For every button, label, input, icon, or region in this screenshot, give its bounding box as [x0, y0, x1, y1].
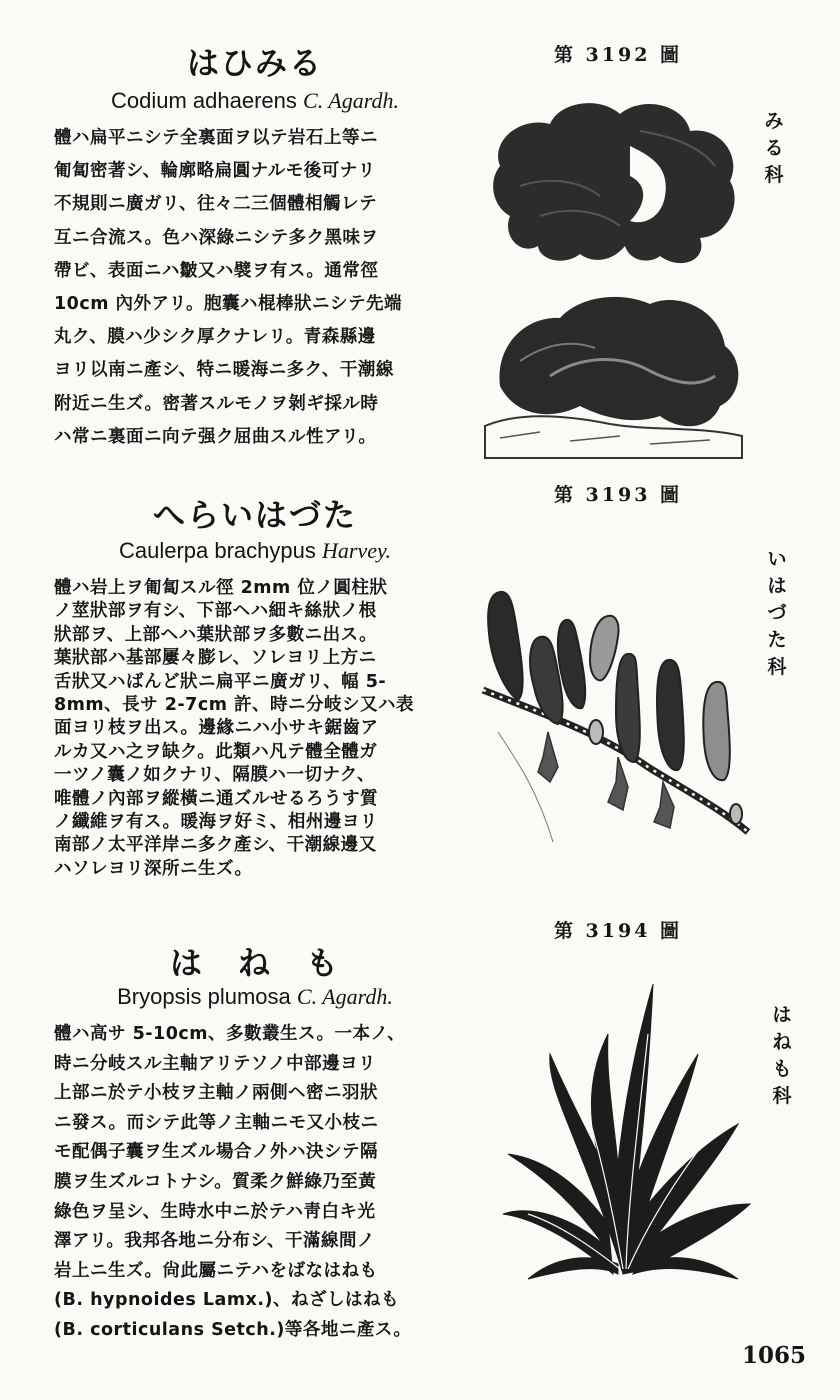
body-text-line: ハ常ニ裏面ニ向テ强ク屈曲スル性アリ。 — [54, 426, 377, 447]
body-text-line: 澤アリ。我邦各地ニ分布シ、干滿線間ノ — [54, 1231, 376, 1252]
body-text-line: 一ツノ囊ノ如クナリ、隔膜ハ一切ナク、 — [54, 765, 376, 786]
body-text-line: 面ヨリ枝ヲ出ス。邊緣ニハ小サキ鋸齒ア — [54, 718, 379, 739]
body-text-line: 匍匐密著シ、輪廓略扁圓ナルモ後可ナリ — [54, 161, 376, 182]
body-text-line: 體ハ高サ 5-10cm、多數叢生ス。一本ノ、 — [54, 1024, 406, 1044]
family-label: は ね も 科 — [772, 1004, 792, 1107]
body-text-line: 帶ビ、表面ニハ皺又ハ襞ヲ有ス。通常徑 — [54, 260, 379, 281]
body-text-line: 狀部ヲ、上部ヘハ葉狀部ヲ多數ニ出ス。 — [54, 624, 378, 645]
body-text-line: 體ハ岩上ヲ匍匐スル徑 2mm 位ノ圓柱狀 — [54, 578, 388, 598]
body-text-line: 時ニ分岐スル主軸アリテソノ中部邊ヨリ — [54, 1053, 377, 1074]
body-text-line: 唯體ノ內部ヲ縱橫ニ通ズルせるろうす質 — [54, 788, 378, 809]
body-text-line: 8mm、長サ 2-7cm 許、時ニ分岐シ又ハ表 — [54, 695, 415, 715]
figure-number: 第 3192 圖 — [553, 44, 683, 66]
figure-number: 第 3194 圖 — [553, 920, 683, 942]
author-name: C. Agardh. — [303, 88, 399, 113]
bryopsis-illustration — [488, 974, 758, 1294]
body-text-line: 丸ク、膜ハ少シク厚クナレリ。青森縣邊 — [54, 327, 376, 348]
body-text-line: 葉狀部ハ基部屢々膨レ、ソレヨリ上方ニ — [54, 648, 377, 669]
body-text-line: ニ發ス。而シテ此等ノ主軸ニモ又小枝ニ — [54, 1112, 379, 1133]
entry-title: へらいはづた — [152, 496, 357, 534]
codium-illustration — [480, 86, 750, 466]
genus-species: Caulerpa brachypus — [118, 538, 316, 563]
caulerpa-illustration — [478, 582, 753, 862]
family-label: い は づ た 科 — [767, 548, 787, 678]
body-text-line: 南部ノ太平洋岸ニ多ク產シ、干潮線邊又 — [54, 835, 377, 856]
body-text-line: 膜ヲ生ズルコトナシ。質柔ク鮮綠乃至黃 — [54, 1172, 377, 1192]
scientific-name — [40, 984, 470, 1010]
body-text-line: 附近ニ生ズ。密著スルモノヲ剝ギ採ル時 — [54, 393, 379, 414]
body-text-line: 10cm 內外アリ。胞囊ハ棍棒狀ニシテ先端 — [54, 294, 402, 314]
scientific-name — [40, 88, 470, 114]
body-text-line: ハソレヨリ深所ニ生ズ。 — [54, 858, 253, 879]
genus-species: Codium adhaerens — [111, 88, 297, 113]
body-text-line: ヨリ以南ニ產シ、特ニ暖海ニ多ク、干潮線 — [54, 360, 394, 381]
family-label: み る 科 — [764, 110, 784, 186]
body-text-line: ルカ又ハ之ヲ缺ク。此類ハ凡テ體全體ガ — [54, 741, 378, 762]
entry-title: は ね も — [169, 944, 340, 982]
body-text-line: 體ハ扁平ニシテ全裏面ヲ以テ岩石上等ニ — [54, 128, 378, 148]
bryopsis-tuft — [503, 984, 750, 1279]
body-text-line: 岩上ニ生ズ。尙此屬ニテハをばなはねも — [54, 1260, 378, 1281]
body-text-line: 舌狀又ハばんど狀ニ扁平ニ廣ガリ、幅 5- — [54, 671, 387, 692]
body-text-line: ノ莖狀部ヲ有シ、下部ヘハ細キ絲狀ノ根 — [54, 601, 377, 622]
body-text-line: (B. hypnoides Lamx.)、ねざしはねも — [54, 1290, 399, 1311]
body-text-line: (B. corticulans Setch.)等各地ニ產ス。 — [54, 1320, 412, 1340]
body-text-line: 上部ニ於テ小枝ヲ主軸ノ兩側ヘ密ニ羽狀 — [54, 1083, 378, 1104]
caulerpa-rhizoids — [538, 732, 674, 828]
page-number: 1065 — [742, 1342, 807, 1369]
body-text-line: 綠色ヲ呈シ、生時水中ニ於テハ靑白キ光 — [54, 1201, 376, 1222]
author-name: Harvey. — [322, 538, 392, 563]
scientific-name — [40, 538, 470, 564]
author-name: C. Agardh. — [296, 984, 393, 1009]
body-text-line: ノ纖維ヲ有ス。暖海ヲ好ミ、相州邊ヨリ — [54, 812, 378, 832]
genus-species: Bryopsis plumosa — [117, 984, 291, 1009]
body-text-line: 互ニ合流ス。色ハ深綠ニシテ多ク黑味ヲ — [54, 227, 379, 248]
body-text-line: 不規則ニ廣ガリ、往々二三個體相觸レテ — [54, 194, 378, 215]
figure-number: 第 3193 圖 — [553, 484, 683, 506]
entry-title: はひみる — [186, 44, 323, 82]
body-text-line: モ配偶子囊ヲ生ズル場合ノ外ハ決シテ隔 — [54, 1142, 378, 1163]
